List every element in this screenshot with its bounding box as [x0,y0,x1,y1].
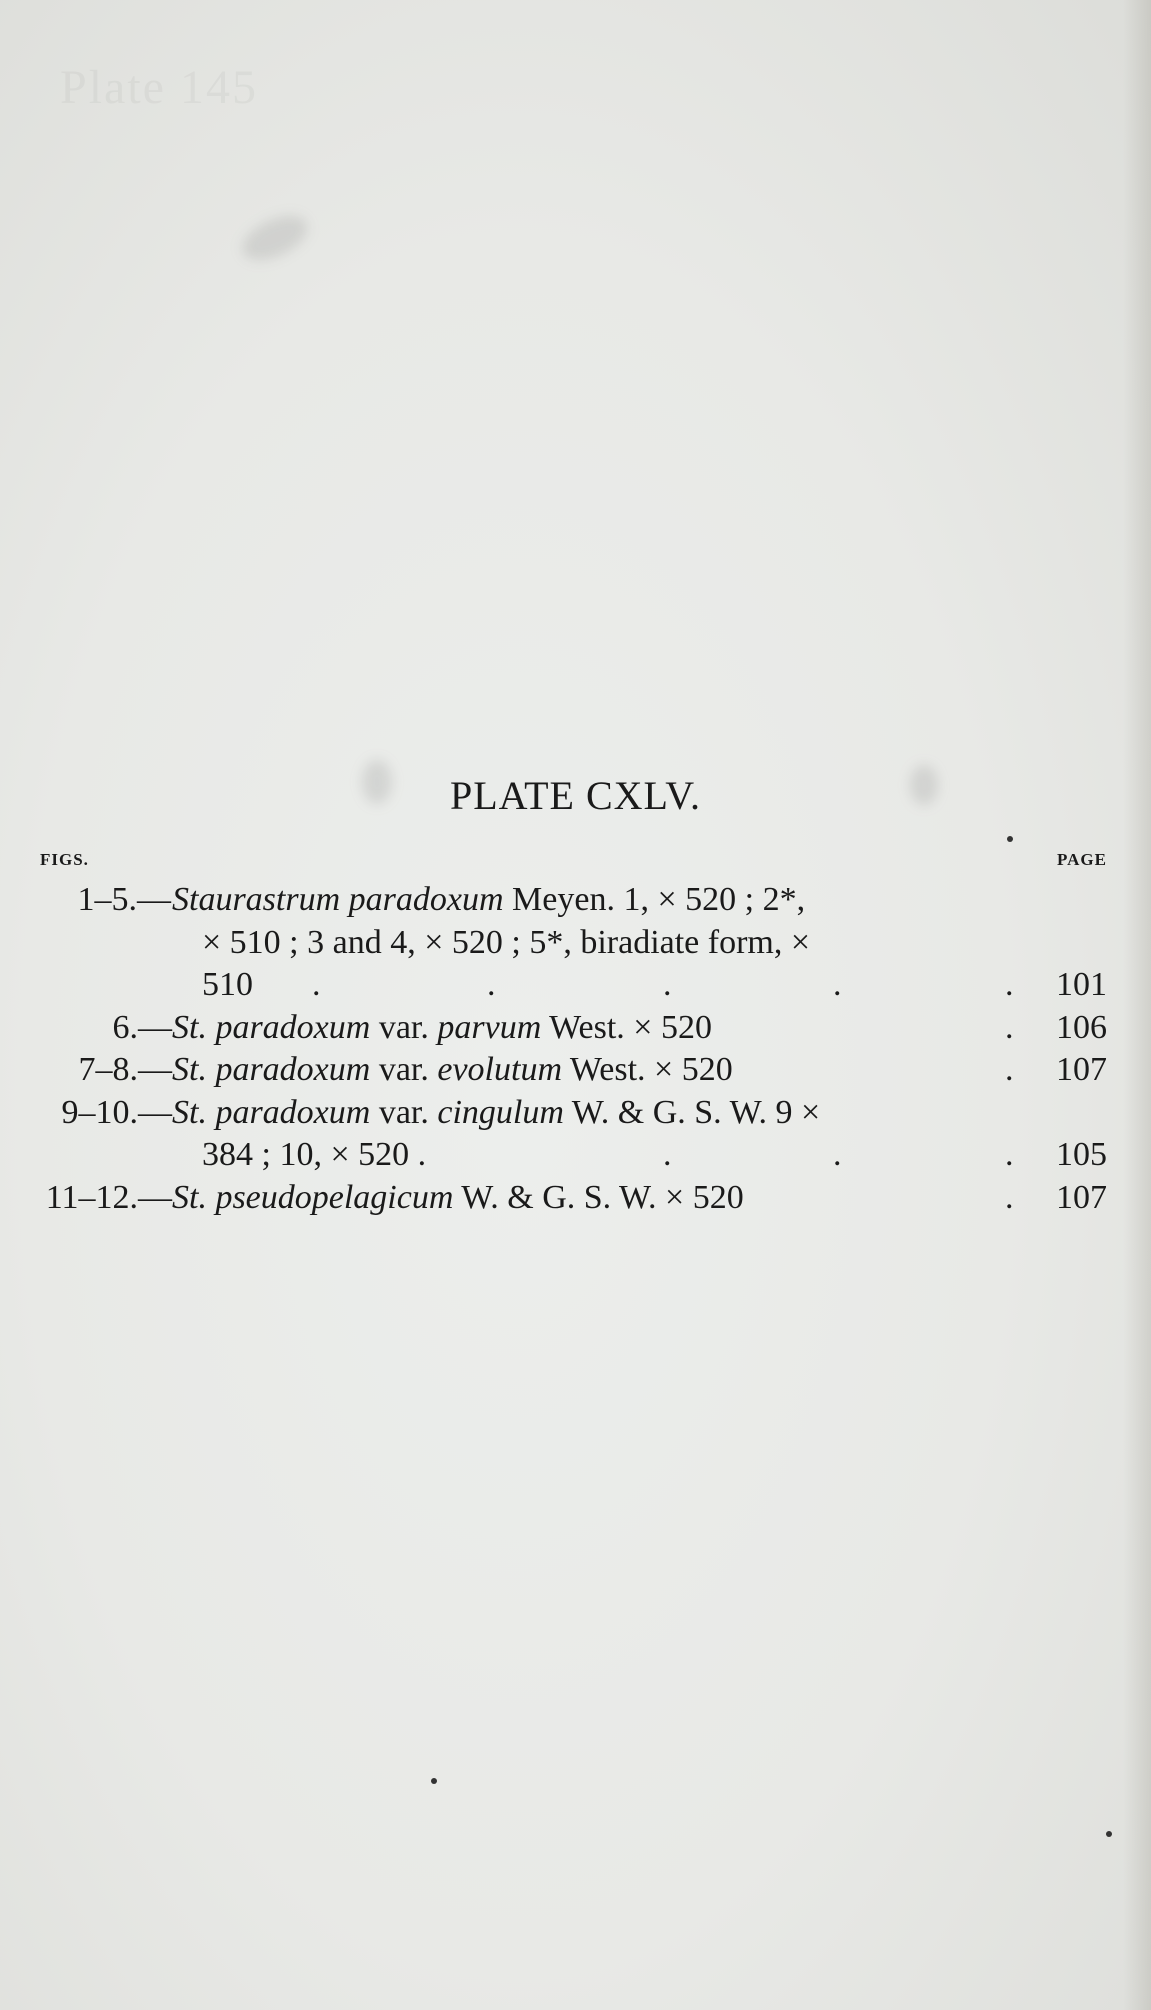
entry-text: St. paradoxum var. parvum West. × 520 [172,1009,712,1046]
entry-figs: 7–8.— [78,1051,172,1088]
entry-page-number: 107 [1056,1051,1107,1088]
species-name: St. paradoxum [172,1094,371,1131]
show-through-text: Plate 145 [60,61,258,114]
dot-leader: . [1005,1051,1014,1088]
entry-1-line-3 [0,963,1151,1007]
entry-2-line-1 [0,1006,1151,1050]
dot-leader: . [833,1136,842,1173]
entry-5-line-1 [0,1176,1151,1220]
species-name: St. paradoxum [172,1051,371,1088]
entry-3-line-1 [0,1048,1151,1092]
page-column-header: PAGE [1057,850,1107,869]
dot-leader: . [1005,1136,1014,1173]
entry-figs: 1–5.— [77,881,171,918]
dot-leader: . [1005,1009,1014,1046]
entry-text-continued: × 510 ; 3 and 4, × 520 ; 5*, biradiate form, × [202,924,811,961]
entry-4-line-2 [0,1133,1151,1177]
plate-title: PLATE CXLV. [449,773,702,818]
entry-page-number: 105 [1056,1136,1107,1173]
entry-figs: 6.— [112,1009,172,1046]
ink-speck [1106,1831,1112,1837]
variety-name: evolutum [437,1051,563,1088]
dot-leader: . [833,966,842,1003]
ink-speck [431,1778,437,1784]
dot-leader: . [487,966,496,1003]
dot-leader: . [312,966,321,1003]
ink-speck [1007,836,1013,842]
entry-1-line-2 [0,921,1151,965]
entry-text-continued: 510 [202,966,253,1003]
smudge-mark [236,207,315,269]
entry-page-number: 106 [1056,1009,1107,1046]
entry-1-line-1 [0,878,1151,922]
entry-text: St. paradoxum var. evolutum West. × 520 [172,1051,733,1088]
entry-page-number: 107 [1056,1179,1107,1216]
entry-page-number: 101 [1056,966,1107,1003]
species-name: St. paradoxum [172,1009,371,1046]
variety-name: parvum [437,1009,542,1046]
species-name: St. pseudopelagicum [172,1179,454,1216]
entry-4-line-1 [0,1091,1151,1135]
entry-text: St. paradoxum var. cingulum W. & G. S. W. 9 × [172,1094,821,1131]
species-name: Staurastrum paradoxum [172,881,504,918]
dot-leader: . [663,966,672,1003]
dot-leader: . [1005,966,1014,1003]
variety-name: cingulum [437,1094,564,1131]
entry-figs: 11–12.— [45,1179,172,1216]
dot-leader: . [1005,1179,1014,1216]
entry-figs: 9–10.— [61,1094,172,1131]
dot-leader: . [663,1136,672,1173]
figs-column-header: FIGS. [40,850,89,869]
entry-text: Staurastrum paradoxum Meyen. 1, × 520 ; 2*, [172,881,806,918]
entry-text: St. pseudopelagicum W. & G. S. W. × 520 [172,1179,744,1216]
entry-text-continued: 384 ; 10, × 520 . [202,1136,427,1173]
